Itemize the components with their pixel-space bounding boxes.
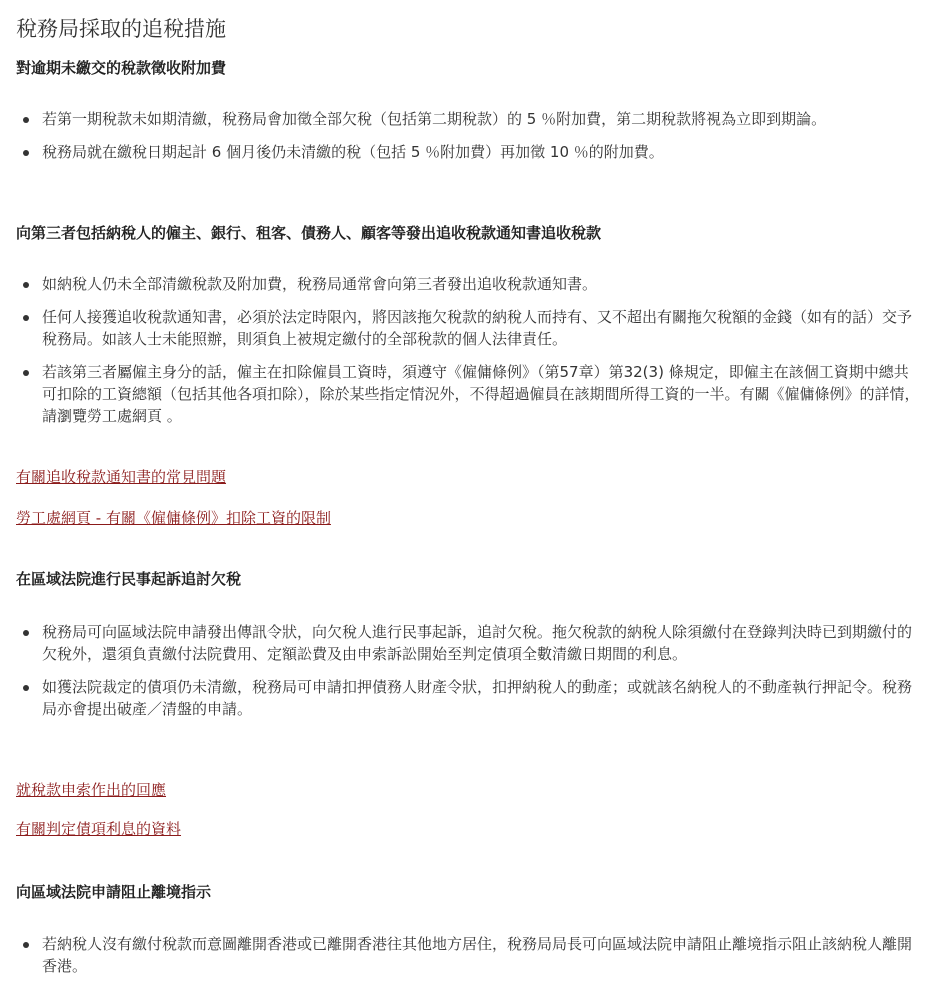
list-item (16, 933, 920, 977)
list-item-text: 若該第三者屬僱主身分的話，僱主在扣除僱員工資時，須遵守《僱傭條例》（第57章）第32(3) 條規定，即僱主在該個工資期中總共可扣除的工資總額（包括其他各項扣除），除於某些指定情況外，不得超過僱員在該期間所得工資的一半。有關《僱傭條例》的詳情，請瀏覽勞工處網頁 。 (42, 363, 920, 425)
link-notice-faq[interactable]: 有關追收稅款通知書的常見問題 (16, 468, 227, 486)
link-judgment-debt-interest[interactable]: 有關判定債項利息的資料 (16, 820, 182, 838)
list-item-text: 任何人接獲追收稅款通知書，必須於法定時限內，將因該拖欠稅款的納稅人而持有、又不超出有關拖欠稅額的金錢（如有的話）交予稅務局。如該人士未能照辦，則須負上被規定繳付的全部稅款的個人法律責任。 (42, 308, 913, 348)
list-item (16, 361, 920, 427)
list-item (16, 273, 920, 295)
list-item-text: 稅務局可向區域法院申請發出傳訊令狀，向欠稅人進行民事起訴，追討欠稅。拖欠稅款的納稅人除須繳付在登錄判決時已到期繳付的欠稅外，還須負責繳付法院費用、定額訟費及由申索訴訟開始至判定債項全數清繳日期間的利息。 (42, 623, 913, 663)
list-item-text: 若納稅人沒有繳付稅款而意圖離開香港或已離開香港往其他地方居住，稅務局局長可向區域法院申請阻止離境指示阻止該納稅人離開香港。 (42, 935, 913, 975)
list-item (16, 306, 920, 350)
list-item (16, 621, 920, 665)
section-heading-surcharge: 對逾期未繳交的稅款徵收附加費 (16, 59, 227, 77)
list-item-text: 如獲法院裁定的債項仍未清繳，稅務局可申請扣押債務人財產令狀，扣押納稅人的動產；或就該名納稅人的不動產執行押記令。稅務局亦會提出破產／清盤的申請。 (42, 678, 913, 718)
list-item (16, 108, 920, 130)
section-heading-departure-prevention: 向區域法院申請阻止離境指示 (16, 883, 212, 901)
list-item (16, 141, 920, 163)
link-labour-department-wage-deduction[interactable]: 勞工處網頁 - 有關《僱傭條例》扣除工資的限制 (16, 509, 331, 527)
link-claim-response[interactable]: 就稅款申索作出的回應 (16, 781, 167, 799)
list-item-text: 如納稅人仍未全部清繳稅款及附加費，稅務局通常會向第三者發出追收稅款通知書。 (42, 275, 598, 293)
section-heading-district-court-civil-action: 在區域法院進行民事起訴追討欠稅 (16, 570, 242, 588)
list-item-text: 稅務局就在繳稅日期起計 6 個月後仍未清繳的稅（包括 5 ％附加費）再加徵 10 ％的附加費。 (42, 143, 664, 161)
departure-prevention-list (16, 933, 920, 988)
list-item (16, 676, 920, 720)
list-item-text: 若第一期稅款未如期清繳，稅務局會加徵全部欠稅（包括第二期稅款）的 5 ％附加費，第二期稅款將視為立即到期論。 (42, 110, 827, 128)
section-heading-third-party-notice: 向第三者包括納稅人的僱主、銀行、租客、債務人、顧客等發出追收稅款通知書追收稅款 (16, 224, 602, 242)
third-party-notice-list (16, 273, 920, 438)
surcharge-list (16, 108, 920, 174)
civil-action-list (16, 621, 920, 731)
page-title: 稅務局採取的追稅措施 (16, 17, 226, 41)
